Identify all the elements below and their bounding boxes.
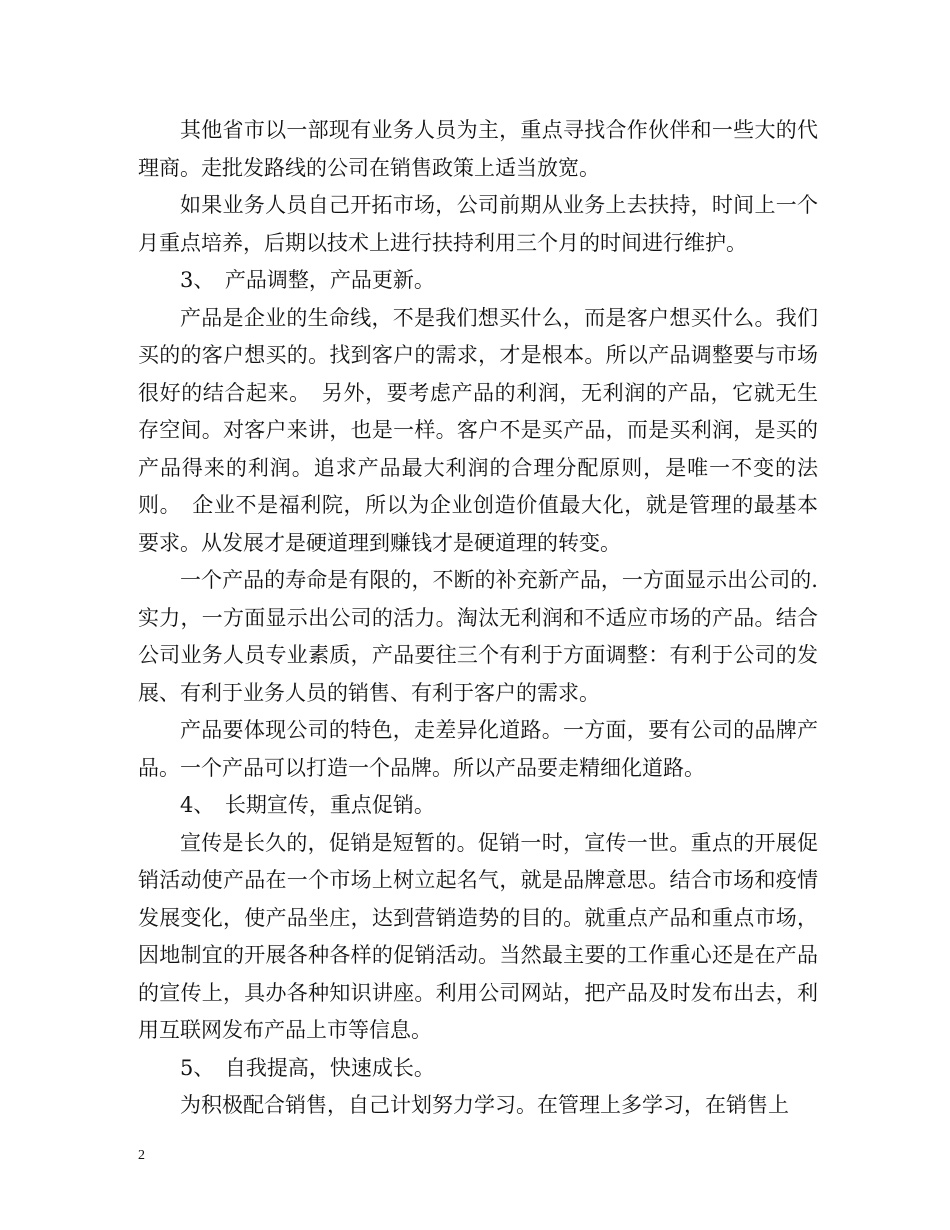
paragraph: 其他省市以一部现有业务人员为主，重点寻找合作伙伴和一些大的代理商。走批发路线的公司在销售政策上适当放宽。 [138, 118, 818, 180]
paragraph: 如果业务人员自己开拓市场，公司前期从业务上去扶持，时间上一个月重点培养，后期以技术上进行扶持利用三个月的时间进行维护。 [138, 193, 818, 255]
paragraph: 宣传是长久的，促销是短暂的。促销一时，宣传一世。重点的开展促销活动使产品在一个市场上树立起名气，就是品牌意思。结合市场和疫情发展变化，使产品坐庄，达到营销造势的目的。就重点产品和重点市场，因地制宜的开展各种各样的促销活动。当然最主要的工作重心还是在产品的宣传上，具办各种知识讲座。利用公司网站，把产品及时发布出去，利用互联网发布产品上市等信息。 [138, 830, 818, 1042]
document-body [138, 112, 818, 1125]
page-number: 2 [138, 1148, 145, 1163]
section-heading: 5、 自我提高，快速成长。 [180, 1055, 435, 1080]
section-heading: 4、 长期宣传，重点促销。 [180, 793, 435, 817]
paragraph: 一个产品的寿命是有限的，不断的补充新产品，一方面显示出公司的.实力，一方面显示出公司的活力。淘汰无利润和不适应市场的产品。结合公司业务人员专业素质，产品要往三个有利于方面调整：有利于公司的发展、有利于业务人员的销售、有利于客户的需求。 [138, 568, 818, 705]
paragraph: 产品是企业的生命线，不是我们想买什么，而是客户想买什么。我们买的的客户想买的。找到客户的需求，才是根本。所以产品调整要与市场很好的结合起来。 另外，要考虑产品的利润，无利润的产品，它就无生存空间。对客户来讲，也是一样。客户不是买产品，而是买利润，是买的产品得来的利润。追求产品最大利润的合理分配原则，是唯一不变的法则。 企业不是福利院，所以为企业创造价值最大化，就是管理的最基本要求。从发展才是硬道理到赚钱才是硬道理的转变。 [138, 305, 818, 555]
paragraph: 为积极配合销售，自己计划努力学习。在管理上多学习，在销售上 [180, 1093, 789, 1117]
section-heading: 3、 产品调整，产品更新。 [180, 268, 435, 292]
paragraph: 产品要体现公司的特色，走差异化道路。一方面，要有公司的品牌产品。一个产品可以打造一个品牌。所以产品要走精细化道路。 [138, 718, 818, 780]
